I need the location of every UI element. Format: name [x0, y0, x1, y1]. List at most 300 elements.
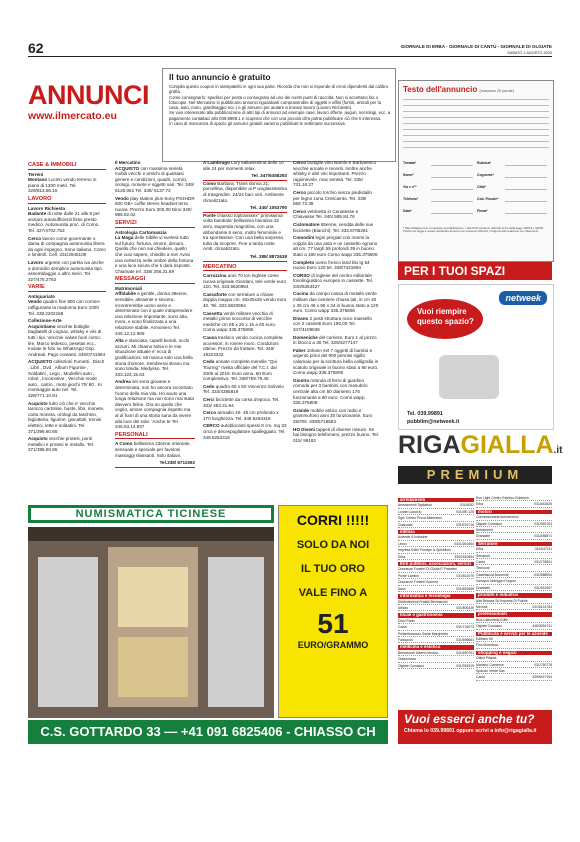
ad-text: Barbara, Trans donna 21, porcellina, disponibile ai P woglassissima di trasgredire. 24/24 baci veri. Ambiente climatizzato. — [203, 180, 287, 203]
subsection-header: Collezione-Arte — [28, 318, 62, 324]
entry-name: Merone — [476, 604, 488, 609]
join-subtitle: Chiama lo 039.99891 oppure scrivi a info@rigagialla.it — [404, 728, 537, 734]
entry-name: Cantù — [476, 675, 486, 680]
entry-name: Onoranze Funebri Somma — [398, 580, 438, 585]
classified-ad — [115, 166, 195, 194]
section-header: VARIE — [28, 285, 106, 292]
ad-phone: Tel. 388/ 8872638 — [203, 254, 287, 262]
entry-name: Asso — [398, 586, 406, 591]
directory-entry[interactable] — [476, 528, 552, 533]
ad-text: biciclette da corsa d'epoca. Tel. 333/ 463.31.84 — [203, 396, 280, 408]
issue-date: SABATO 1 AGOSTO 2020 — [507, 51, 552, 55]
directory-entry[interactable] — [476, 560, 552, 565]
gold-offer-ad — [278, 505, 388, 718]
coupon-field-label: Cognome* — [477, 173, 494, 177]
ad-title: Vendo — [115, 195, 129, 201]
entry-name: Vanoyoo Noleggio Furgoni — [476, 579, 516, 584]
classified-ad — [203, 213, 287, 252]
coupon-field-input[interactable] — [431, 189, 473, 190]
classified-ad — [203, 311, 287, 333]
directory-entry[interactable] — [476, 547, 552, 552]
offer-line: VALE FINO A — [298, 587, 368, 599]
entry-name: Grandate — [476, 585, 491, 590]
ad-text: play station plus Sony PS4HDR 500 GB+ cuffie stereo headset terra nuova. Prezzo Euro 200,00 Dino 340/ 988.82.62 — [115, 195, 195, 218]
coupon-field-input[interactable] — [505, 201, 547, 202]
directory-entry[interactable] — [398, 567, 474, 572]
directory-entry[interactable] — [398, 535, 474, 540]
ad-title: Grande — [293, 407, 310, 413]
directory-category: shopping e negozi — [476, 651, 552, 655]
entry-name: Grandate — [476, 534, 491, 539]
entry-name: Olgiate Comasco — [476, 624, 503, 629]
directory-entry[interactable] — [476, 579, 552, 584]
netweek-logo: netweek — [499, 291, 547, 305]
ad-text: 65enne, vendita delle sue biciclette (Bianchi). Tel. 333.6705261 — [293, 221, 374, 233]
classified-ad — [28, 401, 106, 435]
annunci-block — [28, 80, 158, 158]
ad-title: Cerco — [293, 208, 307, 214]
ad-title: Acquistiamo — [28, 323, 56, 329]
coupon-field-input[interactable] — [505, 165, 547, 166]
directory-entry[interactable] — [398, 503, 474, 508]
ad-phone: Tel. 347/6458293 — [203, 173, 287, 181]
ad-text: vecchie bottiglie bagliatelli di cognac, whisky e vini di tutti i tipi. Vecchie valute fuori corso: lire, Marco tedesco, pesetas ecc.. Inviate le foto su WhatsApp Gsp. Andreati. Pago contanti. 349/0741984 — [28, 323, 106, 357]
coupon-field-label: Città* — [477, 185, 486, 189]
directory-entry[interactable] — [476, 502, 552, 507]
classified-ad — [293, 222, 379, 233]
entry-name: Cantù — [476, 560, 486, 565]
directory-entry[interactable] — [476, 599, 552, 604]
classified-ad — [203, 181, 287, 203]
classified-ad — [115, 235, 195, 274]
directory-entry[interactable] — [476, 522, 552, 527]
entry-name: Edilnew Srl — [476, 636, 493, 641]
section-header: CASE & IMMOBILI — [28, 163, 106, 170]
ad-text: Johann set 7 oggetti di bambù e argento primi del 900 pennini sigillo calamaio per la scrittura bella calligrafia in scatolo originale in buono stato a 90 euro. Como wapp 335.375808 — [293, 347, 379, 376]
directory-entry[interactable] — [398, 632, 474, 637]
ad-text: di notte dalle 21 alle 8 per anziani autosufficienti fisso presto medico. Automunita proc. di Como. Tel. 327/4702.753 — [28, 211, 101, 233]
entry-name: Serratore — [476, 553, 491, 558]
subsection-header: Matrimoniali — [115, 285, 143, 291]
directory-entry[interactable] — [476, 624, 552, 629]
ad-text: del corriere. Euro 1 al pezzo in blocco a 30 Tel. 329/3277147 — [293, 334, 377, 346]
directory-entry[interactable] — [476, 675, 552, 680]
ad-title: A Lambrugo — [203, 160, 230, 165]
free-ad-heading: Il tuo annuncio è gratuito — [169, 72, 271, 82]
netweek-bubble: Vuoi riempire questo spazio? — [407, 299, 483, 339]
entry-name: Albiolo — [398, 605, 409, 610]
header-rule — [28, 56, 552, 57]
directory-category: arredamenti — [398, 498, 474, 502]
ad-text: da campo cassa di metallo verde militare due cerniere chiusa lati, in cm 40 x 25 cm 49 x 65 x 34 in buono stato a 120 euro. Como wapp 335.375808 — [293, 291, 379, 314]
classified-ad — [28, 299, 106, 316]
ad-title: La Maga — [115, 235, 134, 241]
directory-entry[interactable] — [398, 619, 474, 624]
classified-ad — [203, 160, 287, 171]
directory-entry[interactable] — [476, 586, 552, 591]
ad-title: Vendo — [28, 299, 42, 305]
directory-entry[interactable] — [398, 587, 474, 592]
ad-text: e gentile, donna 39enne, sensibile, attraente e sincera, incontrerebbe uomo serio e determinato con il quale intraprendere una relazione importante, sono alta, mora, e sono finalizzata a una relazione stabile. Armoniero Tel. 346.12.12.969 — [115, 291, 193, 336]
entry-name: Bernasconi Alberto Medico — [398, 650, 439, 655]
rigagialla-logo — [398, 431, 563, 492]
classified-ad — [28, 211, 106, 233]
entry-phone: 031/806329 — [456, 605, 474, 610]
coupon-field-input[interactable] — [505, 213, 547, 214]
entry-phone: 031/696661 — [456, 637, 474, 642]
ad-text: collezioni Fumetti , Disch , Libri , Dvd , Album Figurine , Soldatini , Lego , Modellini auto , robot , locomotive , Vecchie mode auto , calcio , moto giochi 70/ 80 . Ki monsaggio auto nel. Tel. 328/771.10.81 — [28, 359, 105, 398]
classified-ad — [293, 190, 379, 207]
coupon-field-label: Telefono* — [403, 197, 419, 201]
classified-ad — [115, 196, 195, 218]
ad-text: 2 posti struttura noce massello con 2 cassetti Euro 180,00 Tel. 347/4109836 — [293, 315, 372, 333]
classified-ad — [203, 359, 287, 381]
ad-phone: Tel.338/ 8711592 — [115, 460, 195, 468]
classified-ad — [28, 260, 106, 282]
coupon-note: * Dati obbligatori per completare la pubblicazione. I dati NON verranno utilizzati ai fini della legge 196/03 e GDPR. Poiché per legge è vietato pubblicare annunci con contenuti offensivi, rivolgersi alla redazione per chiarimenti. — [403, 226, 544, 234]
directory-entry[interactable] — [476, 515, 552, 520]
directory-entry[interactable] — [398, 580, 474, 585]
ad-text: Lucino vendo terreno in piano di 1300 metri. Tel. 329/813.56.15 — [28, 177, 97, 194]
classified-ad — [28, 359, 106, 398]
ad-title: Cerco — [203, 410, 217, 416]
ad-title: HO Diveni — [293, 426, 315, 432]
coupon-form — [398, 80, 554, 262]
classified-ad — [28, 436, 106, 453]
coupon-write-line[interactable] — [403, 147, 549, 148]
entry-phone: 031/611079 — [456, 573, 474, 578]
directory-entry[interactable] — [398, 651, 474, 656]
illustration — [439, 355, 499, 399]
entry-name: Pellambulancio Santa Margherita — [398, 631, 448, 636]
entry-name: Ponte Lambro — [398, 573, 420, 578]
subsection-header: Lavoro Richiesta — [28, 205, 66, 211]
entry-phone: 031/976716 — [456, 522, 474, 527]
entry-name: Impresa Edile Principe & Spinelloro — [398, 548, 452, 553]
annunci-url[interactable]: www.ilmercato.eu — [28, 110, 117, 122]
entry-name: Odontoiatra — [398, 657, 416, 662]
ad-title: Cassetta — [203, 310, 223, 316]
ad-text: bellissima 23enne orientale, sensuale e speciale per favolosi massaggi rilassanti. Solo italiani. — [115, 441, 191, 458]
classifieds-column-2 — [115, 160, 195, 468]
ad-text: di inglese del centro editoriale fonolinguistico europeo in cassette. Tel. 340/6363427 — [293, 272, 374, 289]
directory-entry[interactable] — [398, 664, 474, 669]
coupon-write-line[interactable] — [403, 135, 549, 136]
classified-ad — [293, 291, 379, 313]
offer-line: SOLO DA NOI — [296, 539, 370, 551]
ad-title: Giostra — [293, 377, 310, 383]
directory-entry[interactable] — [476, 573, 552, 578]
ad-text: sei sono giovane e determinata, non ho ancora incontrato l'uomo della mia vita. Ho avuto una lunga relazione ma non sono mai stata davvero felice. Ora so quello che voglio, amore compagnia rispetto ma al di fuori di una storia sana da vivere alla luce del sole. 'Anche te Tel. 346.53.14.837 — [115, 379, 194, 430]
entry-name: Bios Lattonieria Edile — [476, 617, 508, 622]
coupon-write-line[interactable] — [403, 99, 549, 100]
ad-title: ACQUISTO — [115, 165, 140, 171]
section-header: MESSAGGI — [115, 277, 195, 284]
ad-title: Lavoro — [28, 259, 44, 265]
coupon-write-line[interactable] — [403, 105, 549, 106]
directory-entry[interactable] — [398, 600, 474, 605]
ad-title: Cassaforte — [203, 291, 227, 297]
ad-title: Causa — [203, 335, 217, 341]
netweek-phone: Tel. 039.99891 — [407, 411, 443, 417]
entry-phone: 0341/261654 — [454, 541, 474, 546]
ad-text: tutto ciò che e' vecchio tarocco cartoline, buste, libri, monete, carta moneta, orologi da taschino, bigiotteria, figurine, giocattoli, trenini elettrici, lette e soldatini. Tel. 371/398.60.85 — [28, 400, 105, 434]
directory-category: motori — [476, 510, 552, 514]
coupon-field-label: Testata* — [403, 161, 416, 165]
ad-title: Carrozzina — [203, 273, 227, 279]
ad-text: con serrature a chiave doppia mappa cm. 40x25x25 vendo euro 40. Tel. 333.5620954 — [203, 291, 287, 309]
ad-text: bottiglie vino Barolo e Barbaresco vecchie annate e recenti. Inoltre anche whisky e altri vini importanti. Prezzo ragionevole, max serietà. Tel. 335/ 731.16.27 — [293, 160, 377, 188]
ad-title: CERCO — [203, 423, 220, 429]
ad-title: Domeniche — [293, 334, 318, 340]
classified-ad — [203, 273, 287, 290]
section-header: SERVIZI — [115, 221, 195, 228]
entry-name: Erba — [476, 547, 484, 552]
directory-entry[interactable] — [398, 510, 474, 515]
entry-name: Ottica Pitama — [476, 656, 497, 661]
classified-ad — [28, 236, 106, 258]
directory-entry[interactable] — [476, 496, 552, 501]
directory-entry[interactable] — [476, 534, 552, 539]
coupon-field-label: Nome* — [403, 173, 414, 177]
coupon-field-input[interactable] — [505, 189, 547, 190]
directory-entry[interactable] — [398, 555, 474, 560]
classified-ad — [293, 316, 379, 333]
coupon-write-line[interactable] — [403, 141, 549, 142]
free-ad-text: Compila questo coupon in stampatello in ogni sua parte. Ricorda che non si risponde di errori dipendenti dal calibro grafia. — [169, 84, 389, 95]
classified-ad — [293, 335, 379, 346]
entry-name: Olgiate Comasco — [398, 663, 425, 668]
ad-text: mobile antico con radio e grammofono anni 30 funzionante. Euro 250Tel. 339/5716553 — [293, 407, 373, 424]
ad-text: quadro 60 x 50 Vincenzo Soliveio Tel. 333/4385819 — [203, 383, 284, 395]
entry-phone: 345/3094741 — [532, 624, 552, 629]
ad-text: autoblocanti spessi 8 cm. mq 33 circa e decespugliatore spalleggiato. Tel. 348.5264318 — [203, 423, 287, 440]
entry-name: Tecnocar — [476, 566, 490, 571]
annunci-title: ANNUNCI — [28, 80, 149, 110]
entry-phone: 031/6124783 — [532, 604, 552, 609]
directory-entry[interactable] — [476, 605, 552, 610]
entry-phone: 031/993319 — [456, 663, 474, 668]
coupon-heading: Testo dell'annuncio (massimo 20 parole) — [403, 85, 515, 94]
entry-phone: 031/647111 — [534, 547, 552, 552]
coupon-field-input[interactable] — [431, 165, 473, 166]
ad-text: anni 70 ton inglese come nuova originale Giordani, tele verde euro 120. Tel. 333.5620954 — [203, 273, 286, 290]
ad-title: Acquisto — [28, 400, 48, 406]
entry-name: Mariano Comense — [476, 662, 504, 667]
classified-ad — [203, 335, 287, 357]
coupon-field-label: Rubrica* — [477, 161, 491, 165]
coupon-write-line[interactable] — [403, 129, 549, 130]
offer-unit: EURO/GRAMMO — [297, 640, 369, 650]
ad-text: armadio 40- 45 cm profondo x 170 lunghezza. Tel. 348.5264318 — [203, 410, 279, 421]
ad-text: chiasso toptranssex'' primissima volta bambola' bellissima biondina 32 anni, stupenda magrolina, con una abbondante 6 seno, molto femminile e tra sportissime. Con una bella sorpresa tutta da scoprire. Fine a tarda notte. Amb. climatizzato. — [203, 212, 283, 252]
classified-ad — [293, 260, 379, 271]
ad-title: Andrea — [115, 379, 131, 385]
coupon-field-input[interactable] — [431, 177, 473, 178]
spaces-banner: PER I TUOI SPAZI — [398, 262, 552, 280]
directory-entry[interactable] — [398, 606, 474, 611]
coupon-field-label: Cod. Fiscale* — [477, 197, 499, 201]
directory-entry[interactable] — [476, 643, 552, 648]
directory-entry[interactable] — [476, 618, 552, 623]
directory-entry[interactable] — [476, 566, 552, 571]
riga-word: RIGA — [398, 431, 461, 459]
shop-photo — [28, 527, 274, 718]
coupon-field-input[interactable] — [505, 177, 547, 178]
entry-phone: 031/946763 — [534, 521, 552, 526]
entry-name: Lurate Caccivio — [398, 509, 422, 514]
classifieds-column-1 — [28, 160, 106, 455]
directory-entry[interactable] — [398, 574, 474, 579]
directory-entry[interactable] — [476, 554, 552, 559]
directory-entry[interactable] — [398, 542, 474, 547]
directory-category: edilizia — [398, 530, 474, 534]
classified-ad — [115, 338, 195, 377]
section-header: PERSONALI — [115, 433, 195, 440]
entry-phone: 031/705811 — [534, 560, 552, 565]
directory-entry[interactable] — [476, 663, 552, 668]
numismatica-address: C.S. GOTTARDO 33 — +41 091 6825406 - CHIASSO CH — [28, 720, 388, 744]
classified-ad — [115, 441, 195, 458]
classified-ad — [203, 423, 287, 440]
free-ad-text: In caso di mancanza di spazio gli annunci gratuiti saranno pubblicati le settimane successive. — [169, 121, 347, 127]
directory-entry[interactable] — [398, 548, 474, 553]
ad-title: Cerco — [28, 235, 42, 241]
entry-phone: 031/690701 — [456, 650, 474, 655]
netweek-email[interactable]: pubblim@netweek.it — [407, 419, 460, 425]
entry-phone: 339/6437154 — [532, 675, 552, 680]
ad-title: Cerco — [293, 189, 307, 195]
coupon-write-line[interactable] — [403, 117, 549, 118]
classified-ad — [28, 177, 106, 194]
ad-title: Completo — [293, 259, 315, 265]
directory-entry[interactable] — [398, 638, 474, 643]
entry-name: Arredamenti Tagliabue — [398, 503, 432, 508]
classified-ad — [115, 379, 195, 429]
coupon-write-line[interactable] — [403, 123, 549, 124]
entry-phone: 031/6052 — [459, 503, 474, 508]
classified-ad — [203, 292, 287, 309]
ad-text: rotonda di ferro di giardino comoda per 3 bambini con manubrio centrale alta cm 50 diametro 176 funzionante a 90 euro. Como wapp 335.375808 — [293, 377, 368, 406]
join-banner[interactable] — [398, 710, 552, 744]
ad-title: Cucina — [293, 291, 309, 297]
join-title: Vuoi esserci anche tu? — [404, 712, 535, 726]
ad-text: urgente con partita iva anche a domicilio semplice automunita tipo assemblaggio o altro serio. Tel. 327/475.2753 — [28, 259, 104, 282]
ad-title: Ciclomatore — [293, 221, 320, 227]
ad-title: Cedo — [203, 383, 215, 389]
subsection-header: Astrologia Cartomanzia — [115, 229, 167, 235]
ad-text: vetrinetta in Cenatesse e Chiavasse Tel. 340/ 585.84.76 — [293, 208, 359, 220]
entry-name: Concessionaria Autoservizio — [476, 515, 519, 520]
entry-name: Sgm Centro Prova Materassi — [398, 516, 442, 521]
classified-ad — [293, 378, 379, 406]
masthead: GIORNALE DI ERBA - GIORNALE DI CANTÙ - GIORNALE DI OLGIATE — [400, 44, 552, 49]
entry-name: Olgiate Comasco — [476, 521, 503, 526]
ad-title: Affidabile — [115, 291, 136, 297]
entry-phone: 031/681569 — [456, 586, 474, 591]
entry-name: Falcopolo — [398, 637, 413, 642]
numismatica-title: NUMISMATICA TICINESE — [28, 505, 274, 523]
classified-ad — [203, 397, 287, 408]
subsection-header: Antiquariato — [28, 293, 56, 299]
ad-text: con massima serietà mobili vecchi e antichi di qualsiasi genere e condizioni, quadri, cornici, orologi, monete e oggetti vari. Tel. 349/ 6125.061 Tel. 339/ 6137.73 — [115, 165, 195, 193]
classified-ad — [293, 160, 379, 188]
ad-text: legni pregiati con marmi la coppia da una anta e un cassetto ognuno alt cm. 77 largh 55 profondi 39 in buono stato a 180 euro Como wapp 335.375808 — [293, 235, 378, 257]
directory-entry[interactable] — [398, 516, 474, 521]
corri-heading: CORRI !!!!! — [296, 512, 370, 528]
classifieds-column-3 — [203, 160, 287, 442]
ad-title: Faber — [293, 347, 306, 353]
classified-ad — [203, 410, 287, 421]
coupon-field-label: Data* — [403, 209, 412, 213]
ad-title: Acquisto — [28, 436, 48, 442]
entry-phone: 031/750778 — [534, 662, 552, 667]
ad-title: Ponte — [203, 212, 216, 218]
classified-ad — [203, 384, 287, 395]
subsection-header: Terreni — [28, 171, 44, 177]
classified-ad — [293, 235, 379, 257]
classified-ad — [293, 209, 379, 220]
ad-text: piccolo torchio senza piedistallo per legno zona Cresciento. Tel. 339/ 658.73.38 — [293, 189, 372, 207]
entry-name: Castellanza Bozzente — [476, 572, 509, 577]
ad-text: annate complete mensile ''Qui Touring'' rivista ufficiale del T.C.I. dal 2006 al 2019. Euro annu. 60 Euro complessivo. Tel. 338/759.79.46 — [203, 359, 278, 382]
ad-title: Divano — [293, 315, 309, 321]
free-ad-text: Se vuoi interessato alla pubblicazione di altri tipi di annunci ad esempio case, lavoro offerte, auguri, necrologi, ecc. a pagamento contattaci allo 039.9989.1 e scoprirai che con una piccola cifra potrai pubblicare ciò che ti interessa. — [169, 110, 391, 121]
directory-entry[interactable] — [398, 523, 474, 528]
entry-name: Sun Light Centro Estetico Solarium — [476, 496, 529, 500]
entry-phone: 031/642625 — [534, 502, 552, 507]
entry-name: Serramenti — [476, 528, 493, 533]
ad-text: Lory italianissima delle 10 alle 24 per momenti relax. — [203, 160, 284, 171]
directory-category: professionisti — [476, 612, 552, 616]
ad-phone: Tel. 340/ 1053790 — [203, 205, 287, 213]
directory-category: Serratore — [476, 542, 552, 546]
offer-price: 51 — [317, 608, 349, 639]
directory-entry[interactable] — [476, 637, 552, 642]
coupon-field-label: Firma* — [477, 209, 488, 213]
entry-phone: 031/486871 — [534, 534, 552, 539]
ad-title: Cedo — [203, 359, 215, 365]
directory-entry[interactable] — [398, 625, 474, 630]
entry-name: Fino Mornasco — [476, 643, 499, 648]
directory-entry[interactable] — [476, 656, 552, 661]
ad-title: Cerco — [293, 160, 307, 165]
ad-title: Como — [203, 180, 217, 186]
entry-name: Erba — [398, 554, 406, 559]
coupon-field-input[interactable] — [431, 213, 473, 214]
entry-name: Alta Brianza Srl Impresa Di Pulizie — [476, 598, 528, 603]
netweek-ad[interactable] — [398, 284, 554, 430]
directory-entry[interactable] — [476, 669, 552, 674]
entry-name: Elettrotecnica Fratelli Bernasconi — [398, 599, 448, 604]
directory-category: locali e gastronomia — [398, 613, 474, 617]
shop-illustration — [28, 527, 274, 718]
entry-phone: 031490.125 — [456, 509, 474, 514]
classified-ad — [293, 427, 379, 444]
entry-name: Dolci Paolo — [398, 618, 416, 623]
directory-category: medicina e estetica — [398, 645, 474, 649]
classified-ad — [293, 408, 379, 425]
riga-suffix: .it — [553, 445, 563, 456]
coupon-field-input[interactable] — [431, 201, 473, 202]
coupon-write-line[interactable] — [403, 111, 549, 112]
ad-text: uomo fresco land blu tg 54 nuovo Euro 120 tel. 339/7431894 — [293, 259, 370, 271]
entry-name: Guanzate — [398, 522, 413, 527]
directory-entry[interactable] — [398, 657, 474, 662]
ad-title: Alta — [115, 338, 124, 344]
directory-category: prodotti e industria — [476, 593, 552, 597]
directory-category: Pubblicità e servizi per le aziende — [476, 632, 552, 636]
